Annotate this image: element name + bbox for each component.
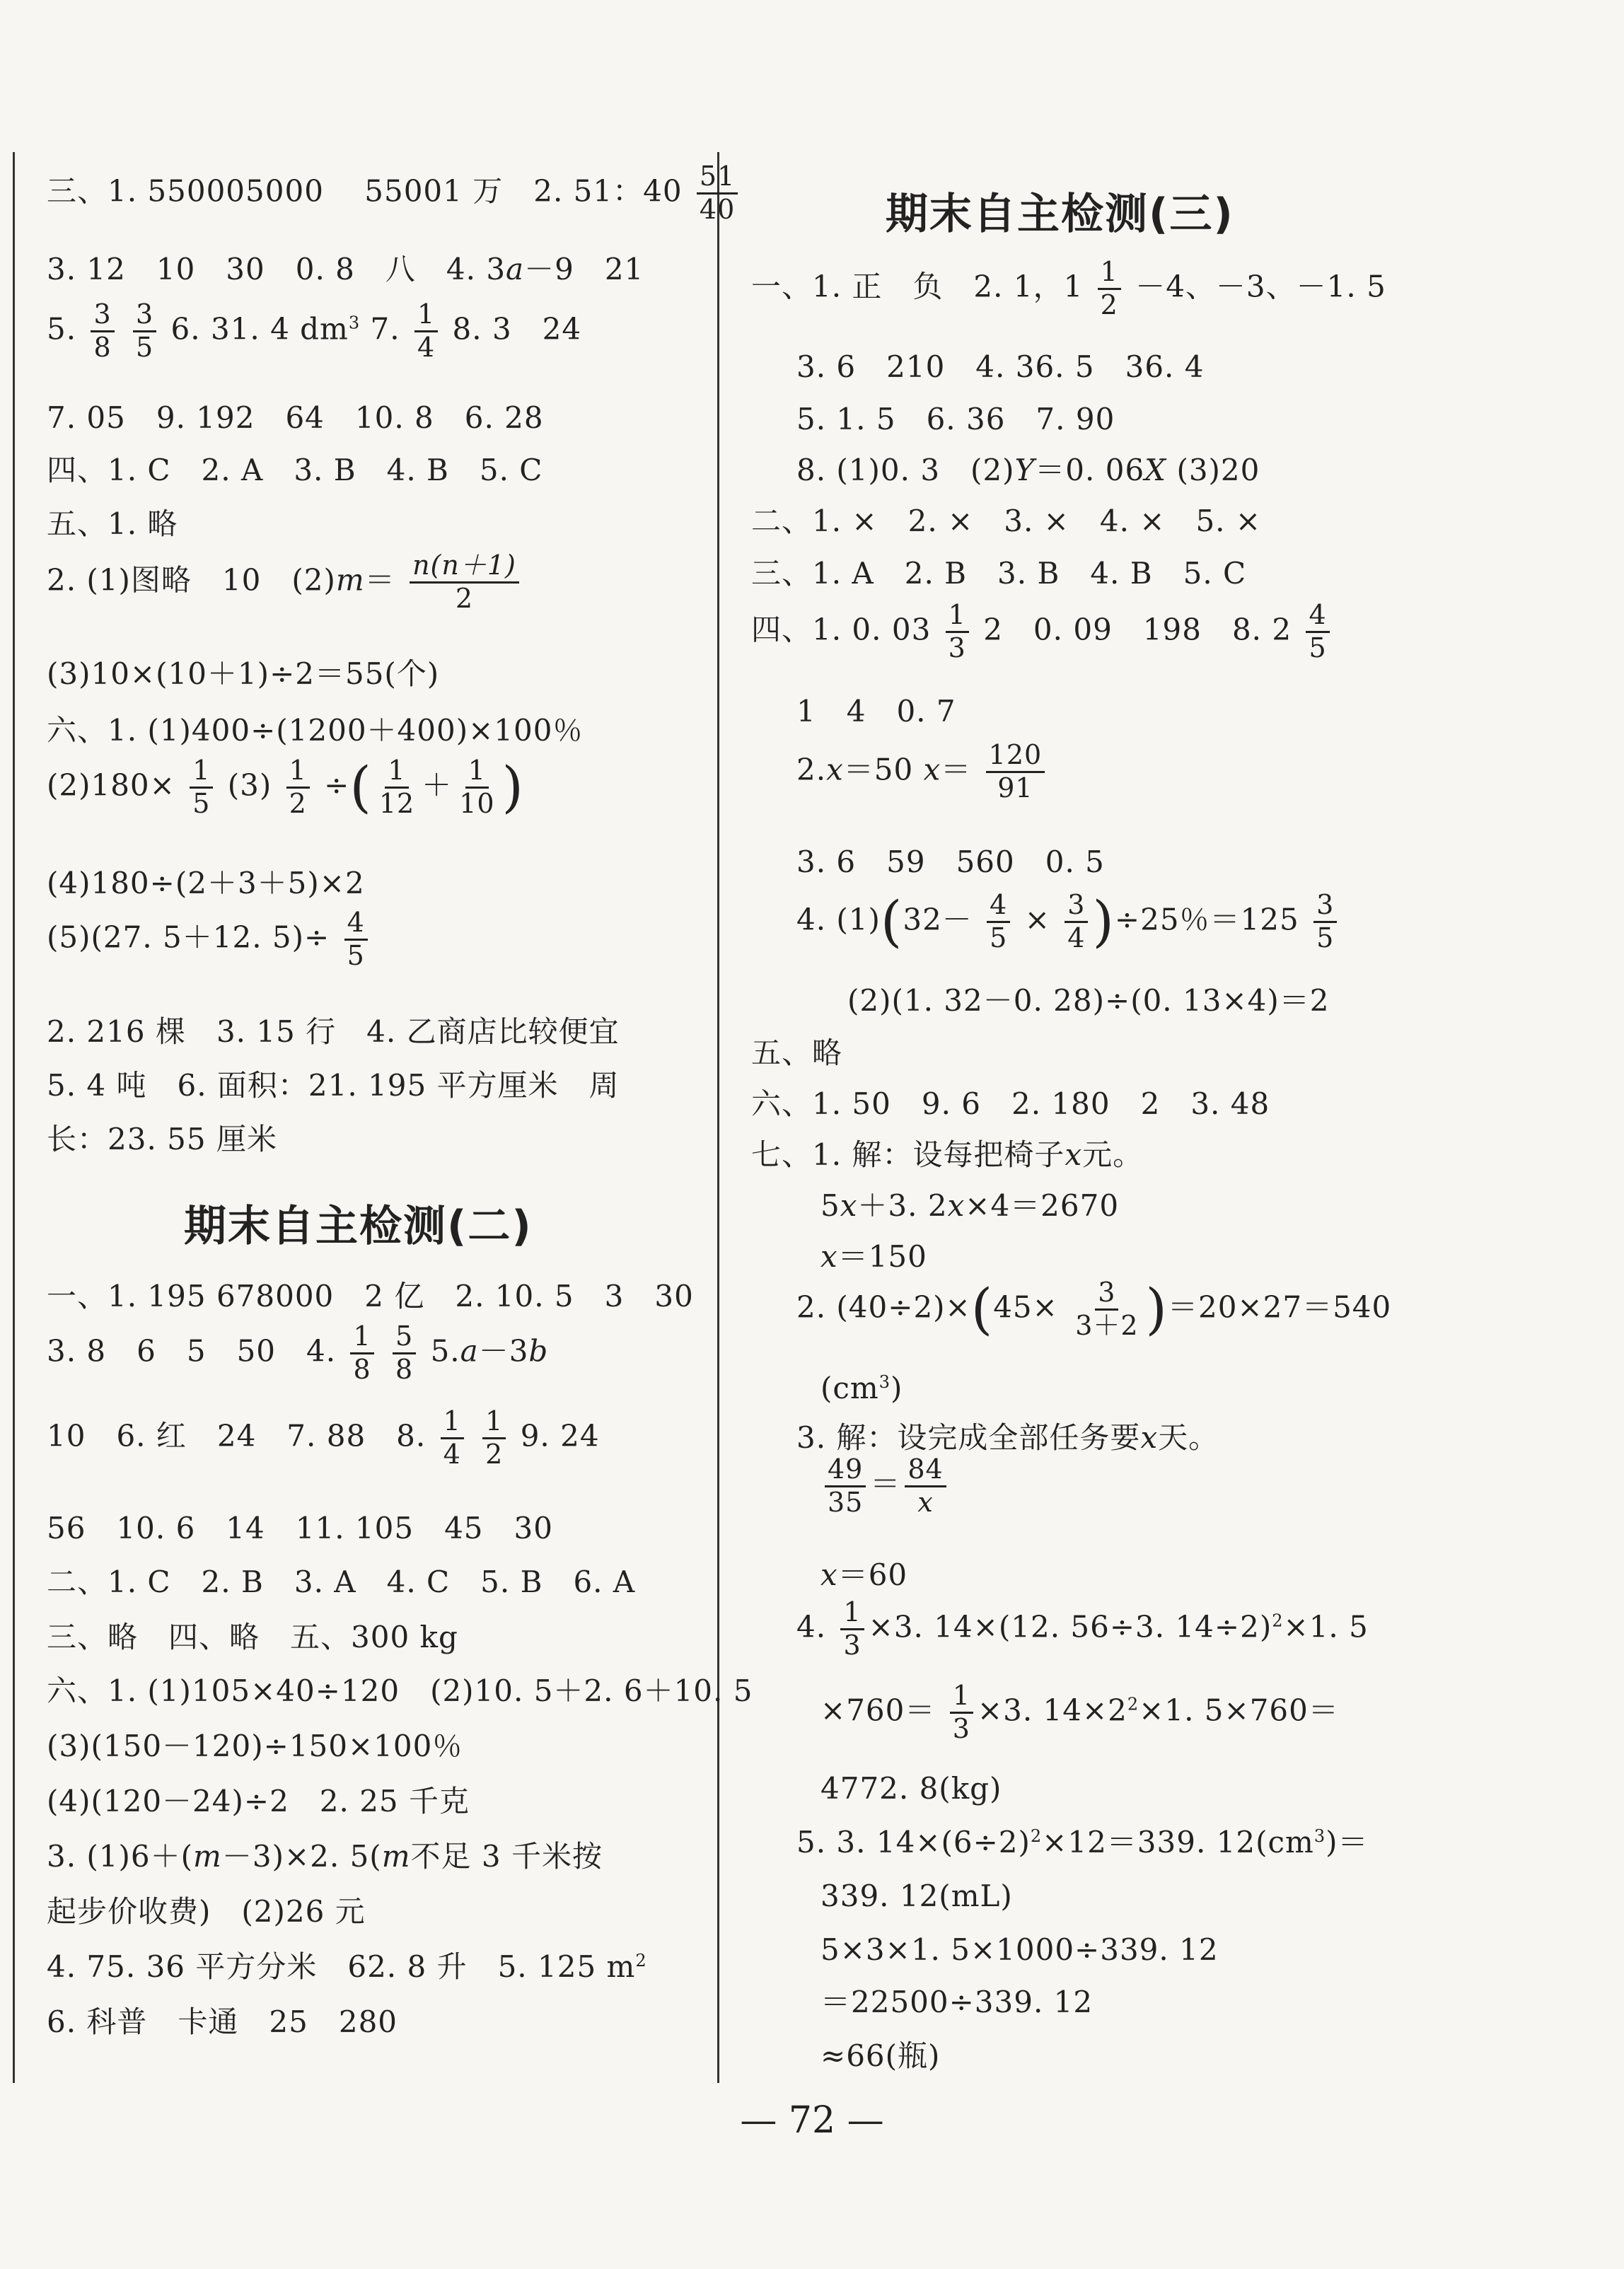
answer-line: 五、略 [751, 1035, 843, 1070]
answer-line: (4)(120－24)÷2 2. 25 千克 [47, 1784, 470, 1818]
fraction: $\frac{1}{12}$ [378, 755, 415, 819]
answer-line: 339. 12(mL) [820, 1879, 1013, 1913]
answer-line: 三、略 四、略 五、300 kg [47, 1620, 458, 1654]
answer-line: 3. 解：设完成全部任务要x天。 [796, 1420, 1219, 1455]
answer-line: 2. (40÷2)×(45× $\frac{3}{3+2}$ )＝20×27＝540 [796, 1277, 1392, 1342]
fraction: $\frac{n(n+1)}{2}$ [410, 552, 519, 613]
answer-line: (5)(27. 5＋12. 5)÷ $\frac{4}{5}$ [47, 909, 372, 970]
fraction: $\frac{3}{5}$ [1313, 891, 1337, 953]
section-title: 期末自主检测(二) [184, 1202, 533, 1251]
answer-line: 3. 12 10 30 0. 8 八 4. 3a－9 21 [47, 252, 644, 286]
answer-line: 四、1. 0. 03 $\frac{1}{3}$ 2 0. 09 198 8. 2 $\frac{4}{5}$ [751, 601, 1334, 663]
answer-line: (4)180÷(2＋3＋5)×2 [47, 866, 365, 900]
fraction: $\frac{4}{5}$ [344, 909, 368, 970]
answer-line: 7. 05 9. 192 64 10. 8 6. 28 [47, 400, 544, 435]
answer-line: 二、1. × 2. × 3. × 4. × 5. × [751, 504, 1262, 538]
answer-line: 3. 6 210 4. 36. 5 36. 4 [796, 349, 1205, 384]
fraction: $\frac{3}{5}$ [133, 301, 156, 362]
fraction: $\frac{1}{8}$ [350, 1323, 373, 1384]
answer-line: (2)180× $\frac{1}{5}$ (3) $\frac{1}{2}$ ÷( $\frac{1}{12}$ ＋ $\frac{1}{10}$ ) [47, 755, 524, 820]
answer-line: (2)(1. 32－0. 28)÷(0. 13×4)＝2 [847, 983, 1330, 1018]
answer-line: ×760＝ $\frac{1}{3}$ ×3. $14\times 2^2\times 1$. 5×760＝ [820, 1680, 1339, 1744]
answer-line: 3. 8 6 5 50 4. $\frac{1}{8}$ $\frac{5}{8}$ 5.a－3b [47, 1321, 549, 1385]
fraction: $\frac{5}{8}$ [393, 1323, 416, 1384]
fraction: $\frac{1}{4}$ [441, 1408, 464, 1469]
answer-line: 六、1. (1)105×40÷120 (2)10. 5＋2. 6＋10. 5 [47, 1673, 753, 1708]
fraction: $\frac{1}{10}$ [459, 755, 495, 819]
section-title: 期末自主检测(三) [886, 190, 1234, 239]
answer-line: 六、1. (1)400÷(1200＋400)×100％ [47, 713, 584, 748]
fraction: $\frac{1}{2}$ [482, 1408, 506, 1469]
fraction: $\frac{4}{5}$ [1306, 601, 1329, 663]
answer-line: 2.x＝50 x＝ $\frac{120}{91}$ [796, 741, 1049, 803]
answer-line: 四、1. C 2. A 3. B 4. B 5. C [47, 453, 543, 487]
left-margin-rule [13, 152, 15, 2083]
fraction: $\frac{1}{2}$ [1098, 258, 1121, 320]
answer-line: 2. 216 棵 3. 15 行 4. 乙商店比较便宜 [47, 1014, 620, 1049]
answer-line: 10 6. 红 24 7. 88 8. $\frac{1}{4}$ $\frac{1}{2}$ 9. 24 [47, 1405, 600, 1470]
answer-line: 4772. 8(kg) [820, 1771, 1002, 1806]
fraction: $\frac{3}{3+2}$ [1075, 1277, 1139, 1341]
fraction: $\frac{49}{35}$ [825, 1456, 866, 1517]
answer-line: 七、1. 解：设每把椅子x元。 [751, 1137, 1144, 1172]
answer-line: 长：23. 55 厘米 [47, 1122, 277, 1156]
answer-line: ＝22500÷339. 12 [820, 1985, 1094, 2019]
answer-line: 5. $\frac{3}{8}$ $\frac{3}{5}$ 6. 31. 4 $dm^3$ 7. $\frac{1}{4}$ 8. 3 24 [47, 298, 582, 363]
answer-line: 5x＋3. 2x×4＝2670 [820, 1188, 1120, 1223]
fraction: $\frac{84}{x}$ [905, 1456, 946, 1517]
answer-line: 五、1. 略 [47, 506, 178, 541]
answer-line: 4. (1)(32－ $\frac{4}{5}$ × $\frac{3}{4}$ )÷25％＝125 $\frac{3}{5}$ [796, 891, 1341, 953]
fraction: $\frac{1}{3}$ [840, 1598, 864, 1660]
answer-line: 一、1. 正 负 2. 1，1 $\frac{1}{2}$ －4、－3、－1. 5 [751, 256, 1386, 320]
answer-line: 56 10. 6 14 11. 105 45 30 [47, 1511, 553, 1545]
answer-line: 3. (1)6＋(m－3)×2. 5(m不足 3 千米按 [47, 1839, 603, 1874]
answer-line: ≈66(瓶) [820, 2038, 941, 2073]
answer-line: 三、1. A 2. B 3. B 4. B 5. C [751, 556, 1247, 591]
answer-line: 5. 1. 5 6. 36 7. 90 [796, 402, 1115, 436]
fraction: $\frac{51}{40}$ [697, 163, 738, 224]
fraction: $\frac{4}{5}$ [987, 891, 1010, 953]
fraction: $\frac{1}{4}$ [414, 301, 438, 362]
answer-line: 8. (1)0. 3 (2)Y＝0. 06X (3)20 [796, 453, 1260, 487]
answer-line: 起步价收费) (2)26 元 [47, 1894, 366, 1929]
answer-line: 5. 3. $14\times(6\div 2)^2\times 12=339$. $12(cm^3)=$ [796, 1825, 1369, 1859]
page-number: — 72 — [740, 2099, 884, 2142]
fraction: $\frac{1}{2}$ [286, 757, 310, 818]
answer-line: x＝60 [820, 1557, 908, 1592]
answer-line: 5. 4 吨 6. 面积：21. 195 平方厘米 周 [47, 1068, 620, 1103]
answer-line: 6. 科普 卡通 25 280 [47, 2004, 398, 2039]
fraction: $\frac{1}{3}$ [950, 1682, 973, 1743]
fraction: $\frac{1}{5}$ [190, 757, 213, 818]
answer-line: 3. 6 59 560 0. 5 [796, 845, 1105, 879]
answer-line: $(cm^3)$ [820, 1371, 903, 1405]
column-divider [717, 152, 719, 2083]
answer-line: 1 4 0. 7 [796, 694, 956, 729]
answer-line: 2. (1)图略 10 (2)m＝ $\frac{n(n+1)}{2}$ [47, 552, 523, 613]
fraction: $\frac{120}{91}$ [986, 741, 1045, 803]
answer-line: 4. 75. 36 平方分米 62. 8 升 5. 125 $m^2$ [47, 1949, 647, 1984]
fraction: $\frac{3}{8}$ [91, 301, 114, 362]
answer-line: 5×3×1. 5×1000÷339. 12 [820, 1932, 1219, 1967]
answer-line: $\frac{49}{35}$ ＝ $\frac{84}{x}$ [820, 1456, 951, 1517]
answer-line: (3)10×(10＋1)÷2＝55(个) [47, 656, 440, 691]
answer-line: 二、1. C 2. B 3. A 4. C 5. B 6. A [47, 1565, 636, 1599]
fraction: $\frac{1}{3}$ [946, 601, 969, 663]
fraction: $\frac{3}{4}$ [1065, 891, 1088, 953]
answer-line: 六、1. 50 9. 6 2. 180 2 3. 48 [751, 1086, 1270, 1121]
answer-line: 一、1. 195 678000 2 亿 2. 10. 5 3 30 [47, 1279, 694, 1313]
answer-line: 三、1. 550005000 55001 万 2. 51：40 $\frac{51}{40}$ [47, 163, 742, 224]
answer-line: 4. $\frac{1}{3}$ ×3. 14×(12. 56÷3. 14÷2)$^2$×1. 5 [796, 1596, 1369, 1661]
answer-line: (3)(150－120)÷150×100％ [47, 1729, 463, 1763]
answer-line: x＝150 [820, 1239, 927, 1274]
